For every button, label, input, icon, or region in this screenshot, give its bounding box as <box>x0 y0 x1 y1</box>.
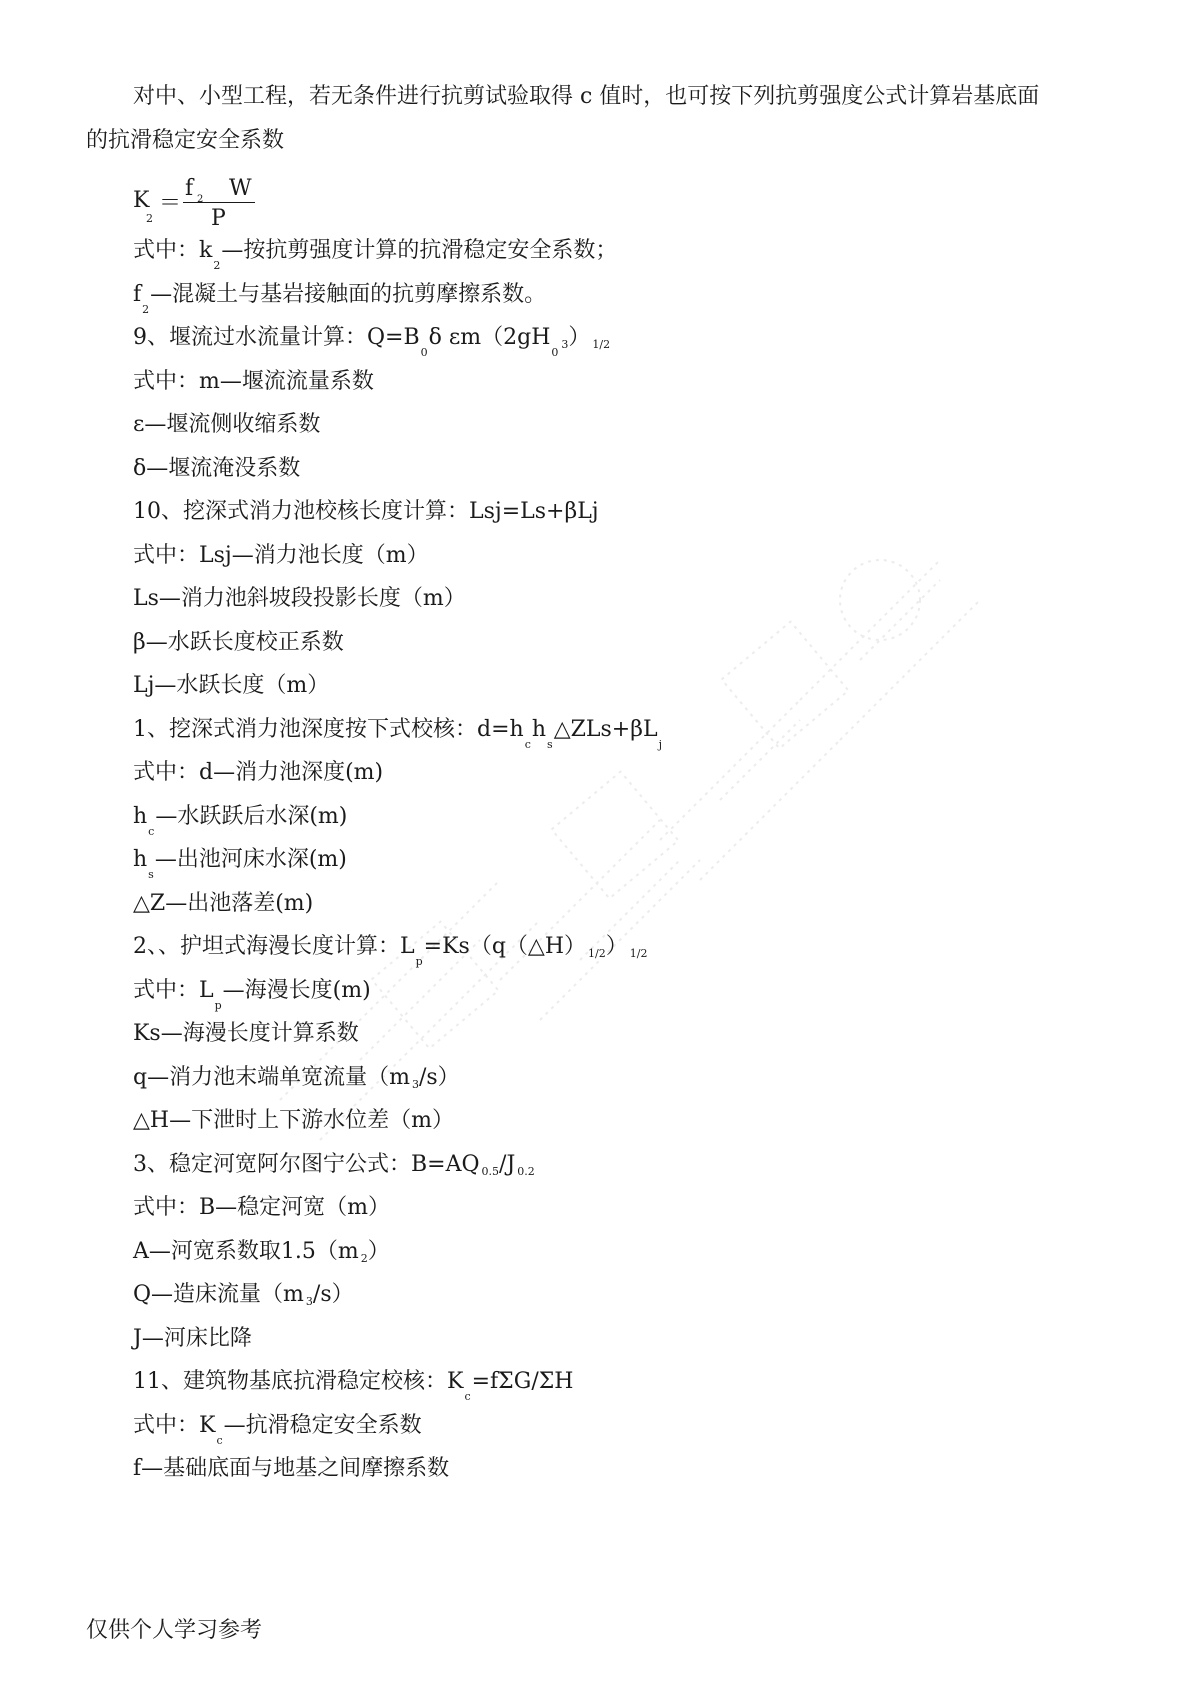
formula-k2-fraction-bar <box>183 202 255 203</box>
line-17 <box>133 932 648 968</box>
subscript: s <box>148 868 154 881</box>
text: ） <box>605 934 628 959</box>
line-15 <box>133 845 347 881</box>
text: 式中：L <box>133 978 214 1003</box>
superscript: 1/2 <box>588 947 606 960</box>
formula-k2-k-sub: 2 <box>146 212 153 225</box>
line-26: J—河床比降 <box>133 1326 252 1351</box>
line-02 <box>133 280 547 316</box>
text: 式中：K <box>133 1413 216 1438</box>
line-29: f—基础底面与地基之间摩擦系数 <box>133 1456 450 1481</box>
line-12 <box>133 715 663 751</box>
line-22 <box>133 1150 535 1183</box>
formula-k2-num-w: W <box>229 176 252 201</box>
line-28 <box>133 1411 422 1447</box>
line-25 <box>133 1280 354 1313</box>
text: A—河宽系数取1.5（m <box>133 1239 359 1264</box>
superscript: 1/2 <box>629 947 648 960</box>
line-11: Lj—水跃长度（m） <box>133 673 330 698</box>
line-04: 式中：m—堰流流量系数 <box>133 369 374 394</box>
formula-k2-num-sub: 2 <box>197 194 204 205</box>
superscript: 3 <box>411 1078 419 1091</box>
text: 式中：k <box>133 238 213 263</box>
line-01 <box>133 236 618 272</box>
text: h <box>133 847 148 872</box>
subscript: c <box>524 738 531 751</box>
superscript: 1/2 <box>592 338 611 351</box>
line-27 <box>133 1367 574 1403</box>
text: —按抗剪强度计算的抗滑稳定安全系数； <box>221 238 618 263</box>
text: Q—造床流量（m <box>133 1282 304 1307</box>
subscript: s <box>547 738 553 751</box>
text: —出池河床水深(m) <box>154 847 347 872</box>
text: q—消力池末端单宽流量（m <box>133 1065 410 1090</box>
formula-k2-den: P <box>211 206 226 231</box>
line-21: △H—下泄时上下游水位差（m） <box>133 1108 454 1133</box>
text: f <box>133 282 142 307</box>
text: =Ks（q（△H） <box>423 934 587 959</box>
text: —抗滑稳定安全系数 <box>223 1413 422 1438</box>
formula-k2-k: K <box>133 188 150 213</box>
line-08: 式中：Lsj—消力池长度（m） <box>133 543 429 568</box>
text: 2、、护坦式海漫长度计算：L <box>133 934 415 959</box>
subscript: p <box>415 955 423 968</box>
line-03 <box>133 323 611 359</box>
text: —水跃跃后水深(m) <box>155 804 348 829</box>
formula-k2-eq: ＝ <box>159 191 182 216</box>
line-05: ε—堰流侧收缩系数 <box>133 412 321 437</box>
subscript: 2 <box>142 303 150 316</box>
intro-line-1: 对中、小型工程，若无条件进行抗剪试验取得 c 值时，也可按下列抗剪强度公式计算岩基底面 <box>133 84 1040 109</box>
superscript: 0.5 <box>481 1165 500 1178</box>
superscript: 3 <box>561 338 569 351</box>
text: —海漫长度(m) <box>222 978 371 1003</box>
subscript: 2 <box>213 259 221 272</box>
line-24 <box>133 1237 390 1270</box>
text: ） <box>568 325 591 350</box>
text: ） <box>367 1239 390 1264</box>
superscript: 2 <box>360 1252 368 1265</box>
formula-k2 <box>133 176 273 240</box>
text: /s） <box>418 1065 460 1090</box>
line-09: Ls—消力池斜坡段投影长度（m） <box>133 586 466 611</box>
subscript: c <box>216 1434 223 1447</box>
line-07: 10、挖深式消力池校核长度计算：Lsj=Ls+βLj <box>133 499 599 524</box>
text: =fΣG/ΣH <box>471 1369 574 1394</box>
text: 9、堰流过水流量计算：Q=B <box>133 325 420 350</box>
subscript: c <box>464 1390 471 1403</box>
subscript: p <box>214 999 222 1012</box>
text: h <box>133 804 148 829</box>
line-10: β—水跃长度校正系数 <box>133 630 344 655</box>
line-16: △Z—出池落差(m) <box>133 891 314 916</box>
line-13: 式中：d—消力池深度(m) <box>133 760 384 785</box>
line-18 <box>133 976 371 1012</box>
superscript: 3 <box>305 1295 313 1308</box>
subscript: j <box>658 738 662 751</box>
line-23: 式中：B—稳定河宽（m） <box>133 1195 391 1220</box>
text: /J <box>499 1152 516 1177</box>
text: △ZLs+βL <box>553 717 658 742</box>
text: 3、稳定河宽阿尔图宁公式：B=AQ <box>133 1152 480 1177</box>
text: h <box>531 717 547 742</box>
text: /s） <box>312 1282 354 1307</box>
line-20 <box>133 1063 460 1096</box>
subscript: c <box>148 825 155 838</box>
line-06: δ—堰流淹没系数 <box>133 456 301 481</box>
intro-line-2: 的抗滑稳定安全系数 <box>86 128 285 153</box>
text: 11、建筑物基底抗滑稳定校核：K <box>133 1369 464 1394</box>
text: —混凝土与基岩接触面的抗剪摩擦系数。 <box>150 282 547 307</box>
footer-note: 仅供个人学习参考 <box>86 1618 263 1643</box>
formula-k2-num-f: f <box>185 176 194 201</box>
line-14 <box>133 802 348 838</box>
text: δ εm（2gH <box>428 325 551 350</box>
superscript: 0.2 <box>517 1165 535 1178</box>
subscript: 0 <box>420 346 428 359</box>
line-19: Ks—海漫长度计算系数 <box>133 1021 359 1046</box>
subscript: 0 <box>551 346 559 359</box>
text: 1、挖深式消力池深度按下式校核：d=h <box>133 717 524 742</box>
